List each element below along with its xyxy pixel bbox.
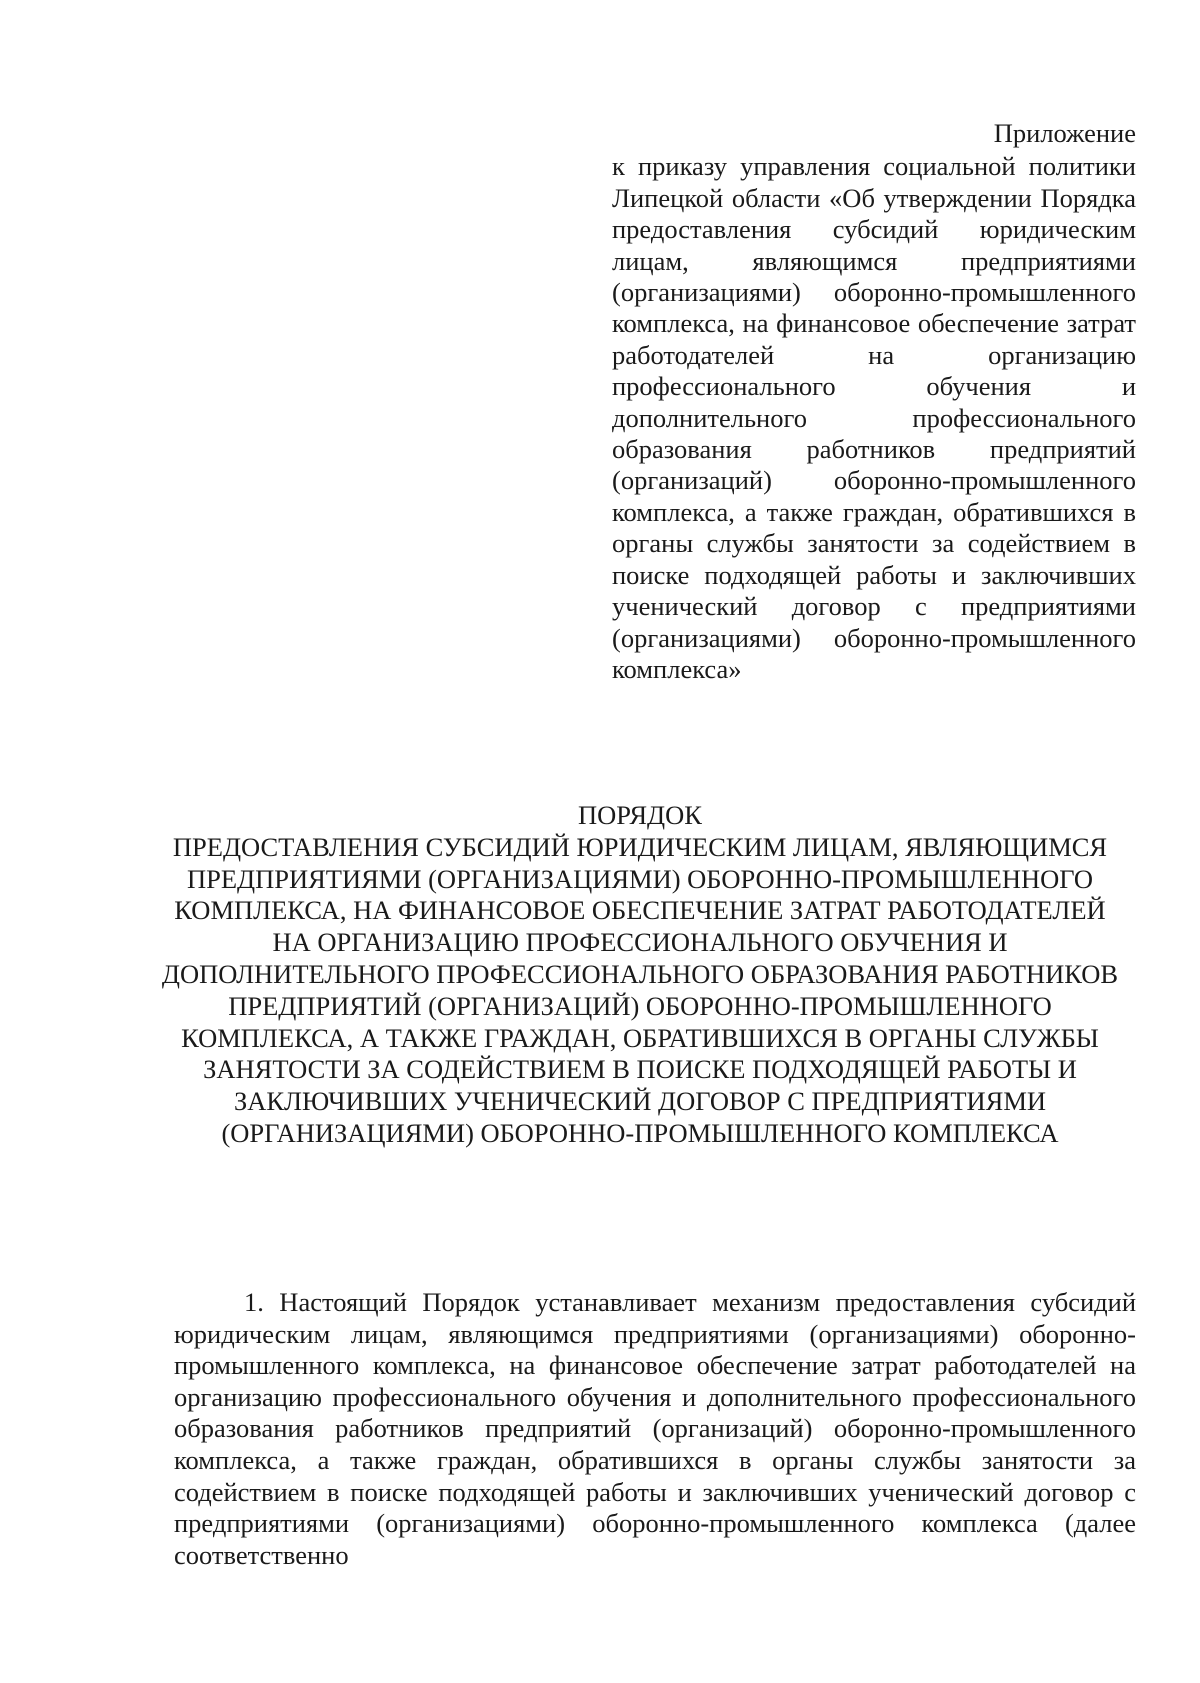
appendix-text: к приказу управления социальной политики Липецкой области «Об утверждении Порядка предоставления субсидий юридическим лицам, являющимся предприятиями (организациями) оборонно-промышленного комплекса, на финансовое обеспечение затрат работодателей на организацию профессионального обучения и дополнительного профессионального образования работников предприятий (организаций) оборонно-промышленного комплекса, а также граждан, обратившихся в органы службы занятости за содействием в поиске подходящей работы и заключивших ученический договор с предприятиями (организациями) оборонно-промышленного комплекса» [612,151,1136,684]
document-title-block [150,800,1130,1150]
document-subtitle: ПРЕДОСТАВЛЕНИЯ СУБСИДИЙ ЮРИДИЧЕСКИМ ЛИЦАМ, ЯВЛЯЮЩИМСЯ ПРЕДПРИЯТИЯМИ (ОРГАНИЗАЦИЯМИ) ОБОРОННО-ПРОМЫШЛЕННОГО КОМПЛЕКСА, НА ФИНАНСОВОЕ ОБЕСПЕЧЕНИЕ ЗАТРАТ РАБОТОДАТЕЛЕЙ НА ОРГАНИЗАЦИЮ ПРОФЕССИОНАЛЬНОГО ОБУЧЕНИЯ И ДОПОЛНИТЕЛЬНОГО ПРОФЕССИОНАЛЬНОГО ОБРАЗОВАНИЯ РАБОТНИКОВ ПРЕДПРИЯТИЙ (ОРГАНИЗАЦИЙ) ОБОРОННО-ПРОМЫШЛЕННОГО КОМПЛЕКСА, А ТАКЖЕ ГРАЖДАН, ОБРАТИВШИХСЯ В ОРГАНЫ СЛУЖБЫ ЗАНЯТОСТИ ЗА СОДЕЙСТВИЕМ В ПОИСКЕ ПОДХОДЯЩЕЙ РАБОТЫ И ЗАКЛЮЧИВШИХ УЧЕНИЧЕСКИЙ ДОГОВОР С ПРЕДПРИЯТИЯМИ (ОРГАНИЗАЦИЯМИ) ОБОРОННО-ПРОМЫШЛЕННОГО КОМПЛЕКСА [161,831,1119,1148]
body-paragraph-1: 1. Настоящий Порядок устанавливает механизм предоставления субсидий юридическим лицам, являющимся предприятиями (организациями) оборонно-промышленного комплекса, на финансовое обеспечение затрат работодателей на организацию профессионального обучения и дополнительного профессионального образования работников предприятий (организаций) оборонно-промышленного комплекса, а также граждан, обратившихся в органы службы занятости за содействием в поиске подходящей работы и заключивших ученический договор с предприятиями (организациями) оборонно-промышленного комплекса (далее соответственно [174,1287,1136,1570]
appendix-block [612,118,1136,685]
appendix-title: Приложение [993,118,1136,148]
document-title: ПОРЯДОК [578,800,702,830]
